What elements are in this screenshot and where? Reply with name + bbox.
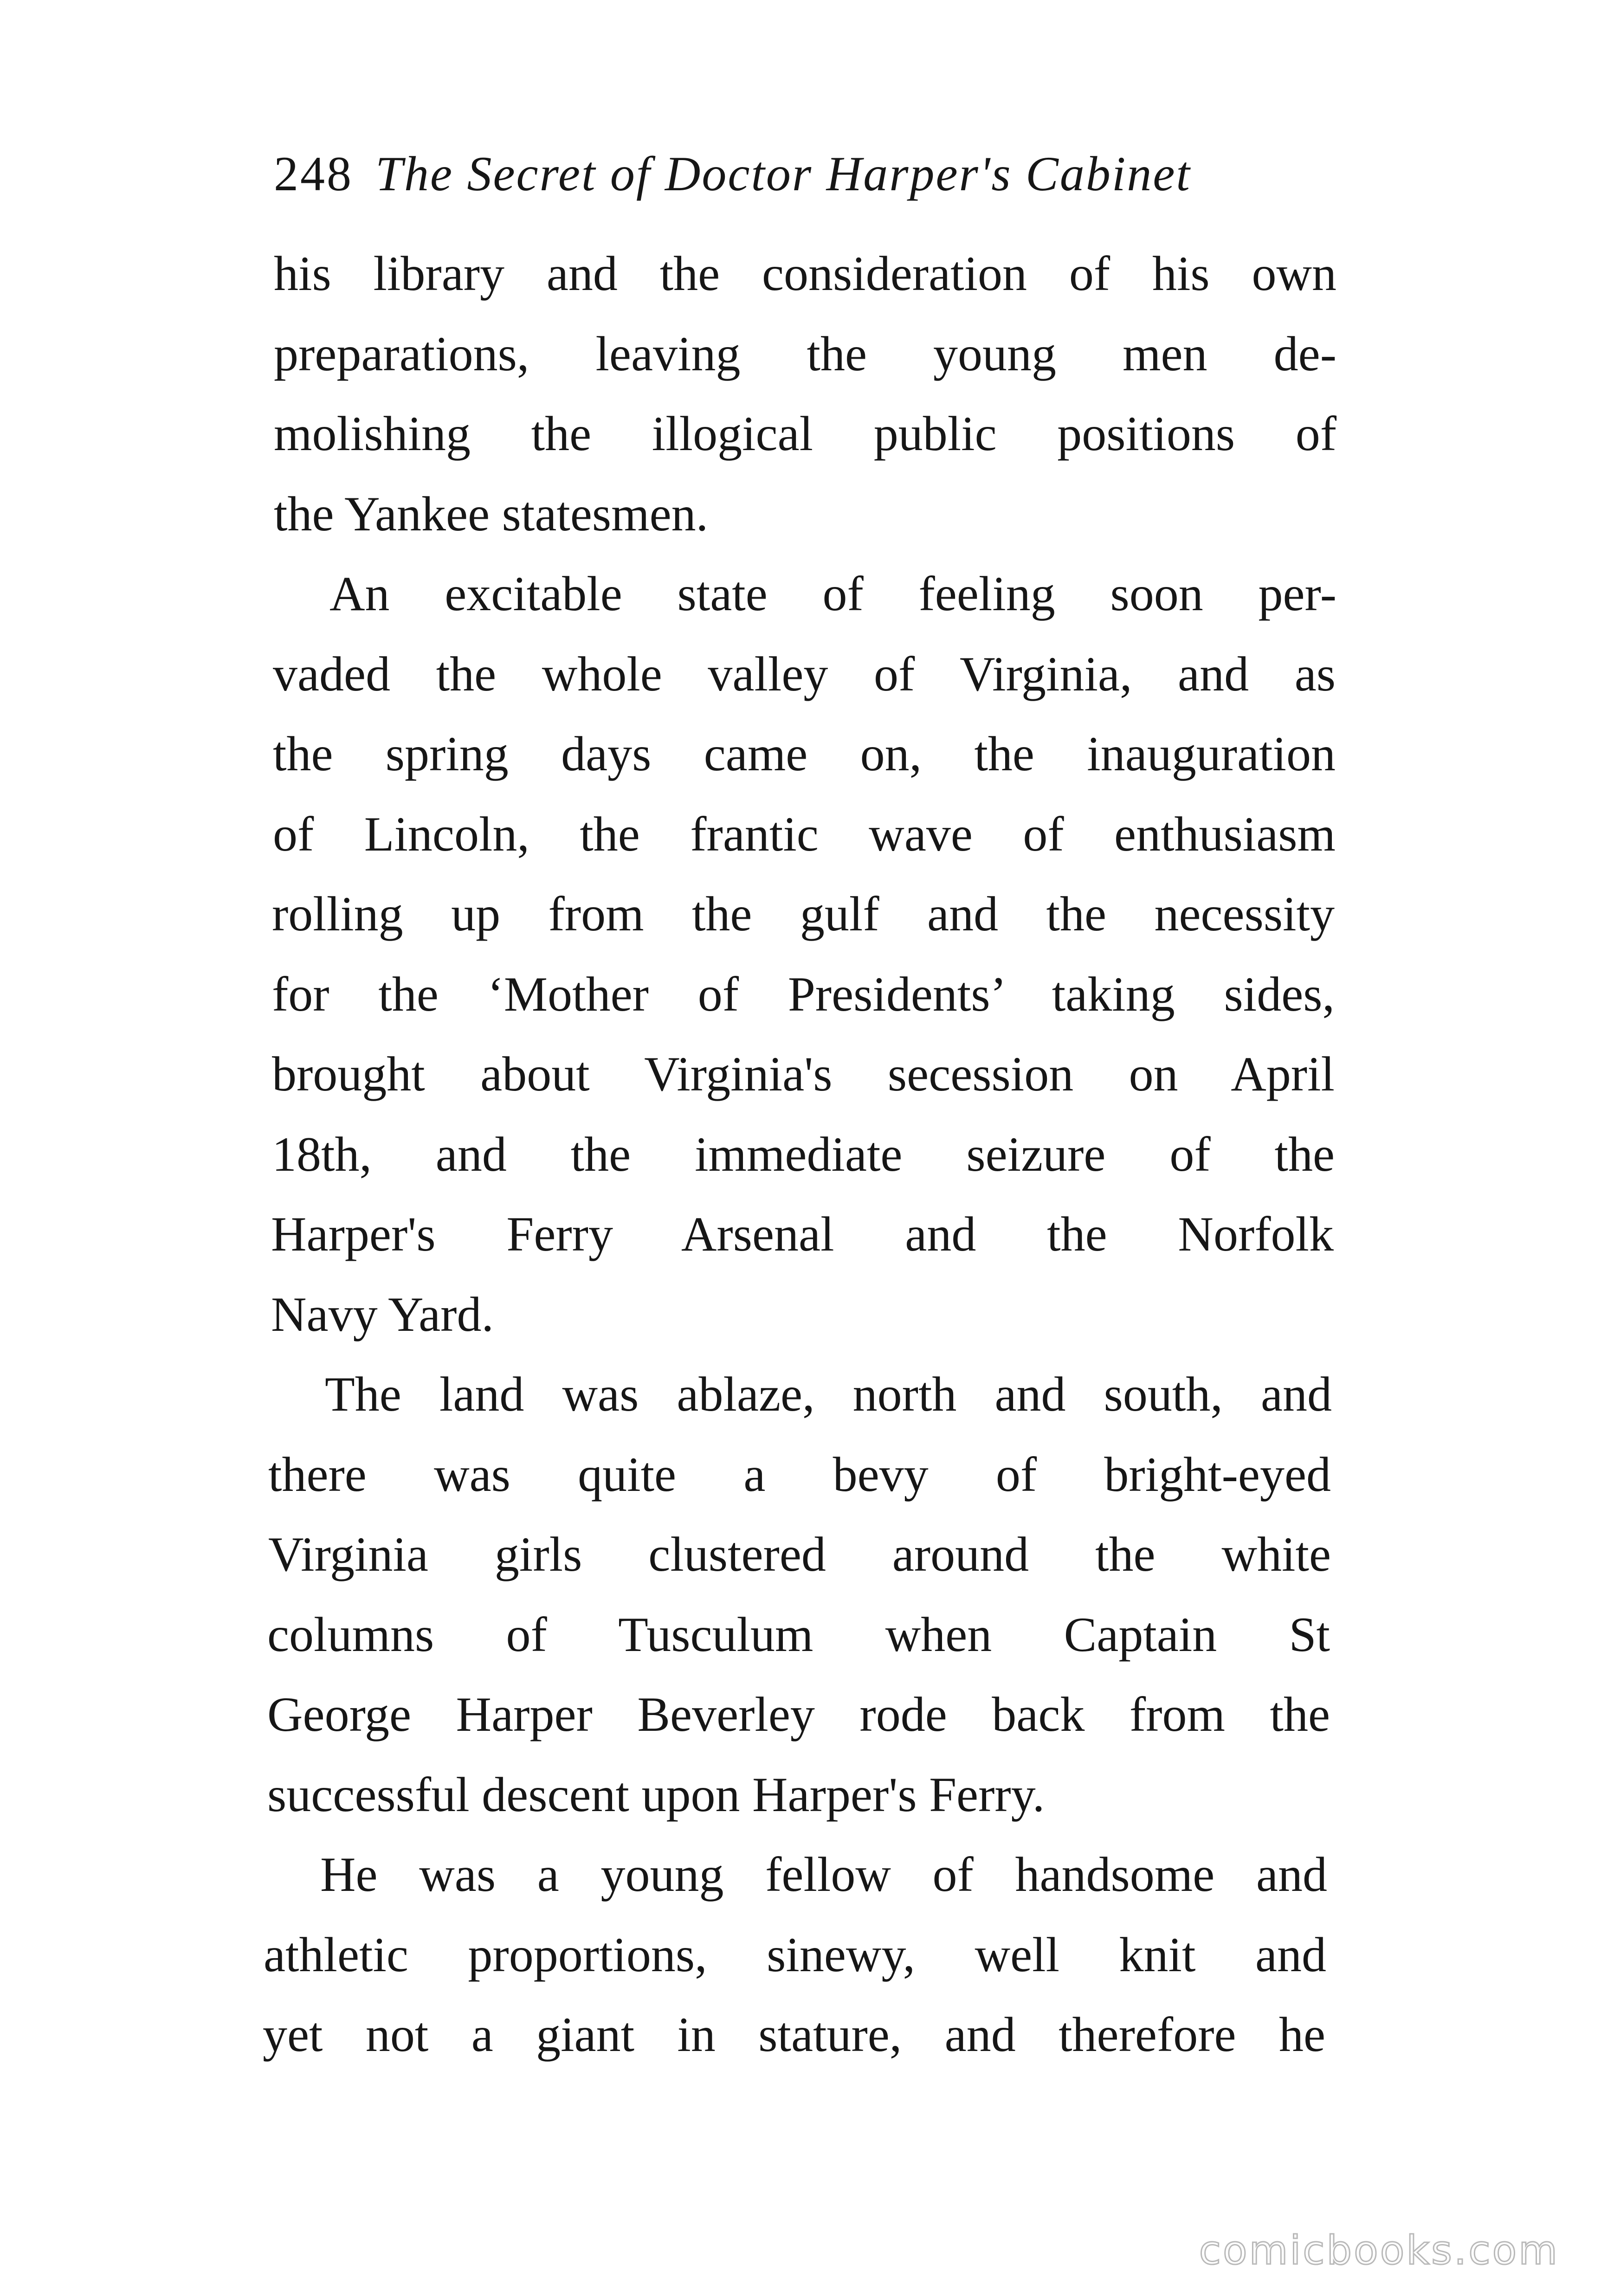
text-line: yet not a giant in stature, and therefore he xyxy=(263,2007,1325,2062)
text-line: columns of Tusculum when Captain St xyxy=(267,1607,1330,1662)
text-line: for the ‘Mother of Presidents’ taking sides, xyxy=(272,967,1335,1021)
text-line: He was a young fellow of handsome and xyxy=(320,1847,1327,1902)
text-line: George Harper Beverley rode back from the xyxy=(267,1687,1330,1741)
text-line: preparations, leaving the young men de- xyxy=(274,327,1336,381)
running-head xyxy=(274,139,1341,209)
text-line: the Yankee statesmen. xyxy=(274,487,709,541)
text-line: molishing the illogical public positions of xyxy=(274,406,1336,461)
text-line: Harper's Ferry Arsenal and the Norfolk xyxy=(271,1207,1334,1261)
text-line: vaded the whole valley of Virginia, and as xyxy=(273,647,1336,701)
text-line: there was quite a bevy of bright-eyed xyxy=(268,1447,1331,1502)
text-line: 18th, and the immediate seizure of the xyxy=(272,1127,1335,1181)
text-line: brought about Virginia's secession on April xyxy=(272,1047,1335,1101)
text-line: An excitable state of feeling soon per- xyxy=(329,567,1336,621)
text-line: his library and the consideration of his own xyxy=(274,246,1336,301)
book-title: The Secret of Doctor Harper's Cabinet xyxy=(375,147,1191,201)
text-line: The land was ablaze, north and south, and xyxy=(325,1367,1332,1421)
text-line: of Lincoln, the frantic wave of enthusiasm xyxy=(273,807,1336,861)
text-line: Virginia girls clustered around the white xyxy=(268,1527,1331,1581)
page-number: 248 xyxy=(274,147,353,201)
text-line: successful descent upon Harper's Ferry. xyxy=(267,1767,1045,1822)
text-line: rolling up from the gulf and the necessity xyxy=(272,887,1335,941)
text-line: Navy Yard. xyxy=(271,1287,494,1341)
text-line: the spring days came on, the inauguration xyxy=(273,727,1336,781)
text-line: athletic proportions, sinewy, well knit and xyxy=(264,1928,1326,1982)
site-watermark: comicbooks.com xyxy=(1199,2227,1559,2274)
